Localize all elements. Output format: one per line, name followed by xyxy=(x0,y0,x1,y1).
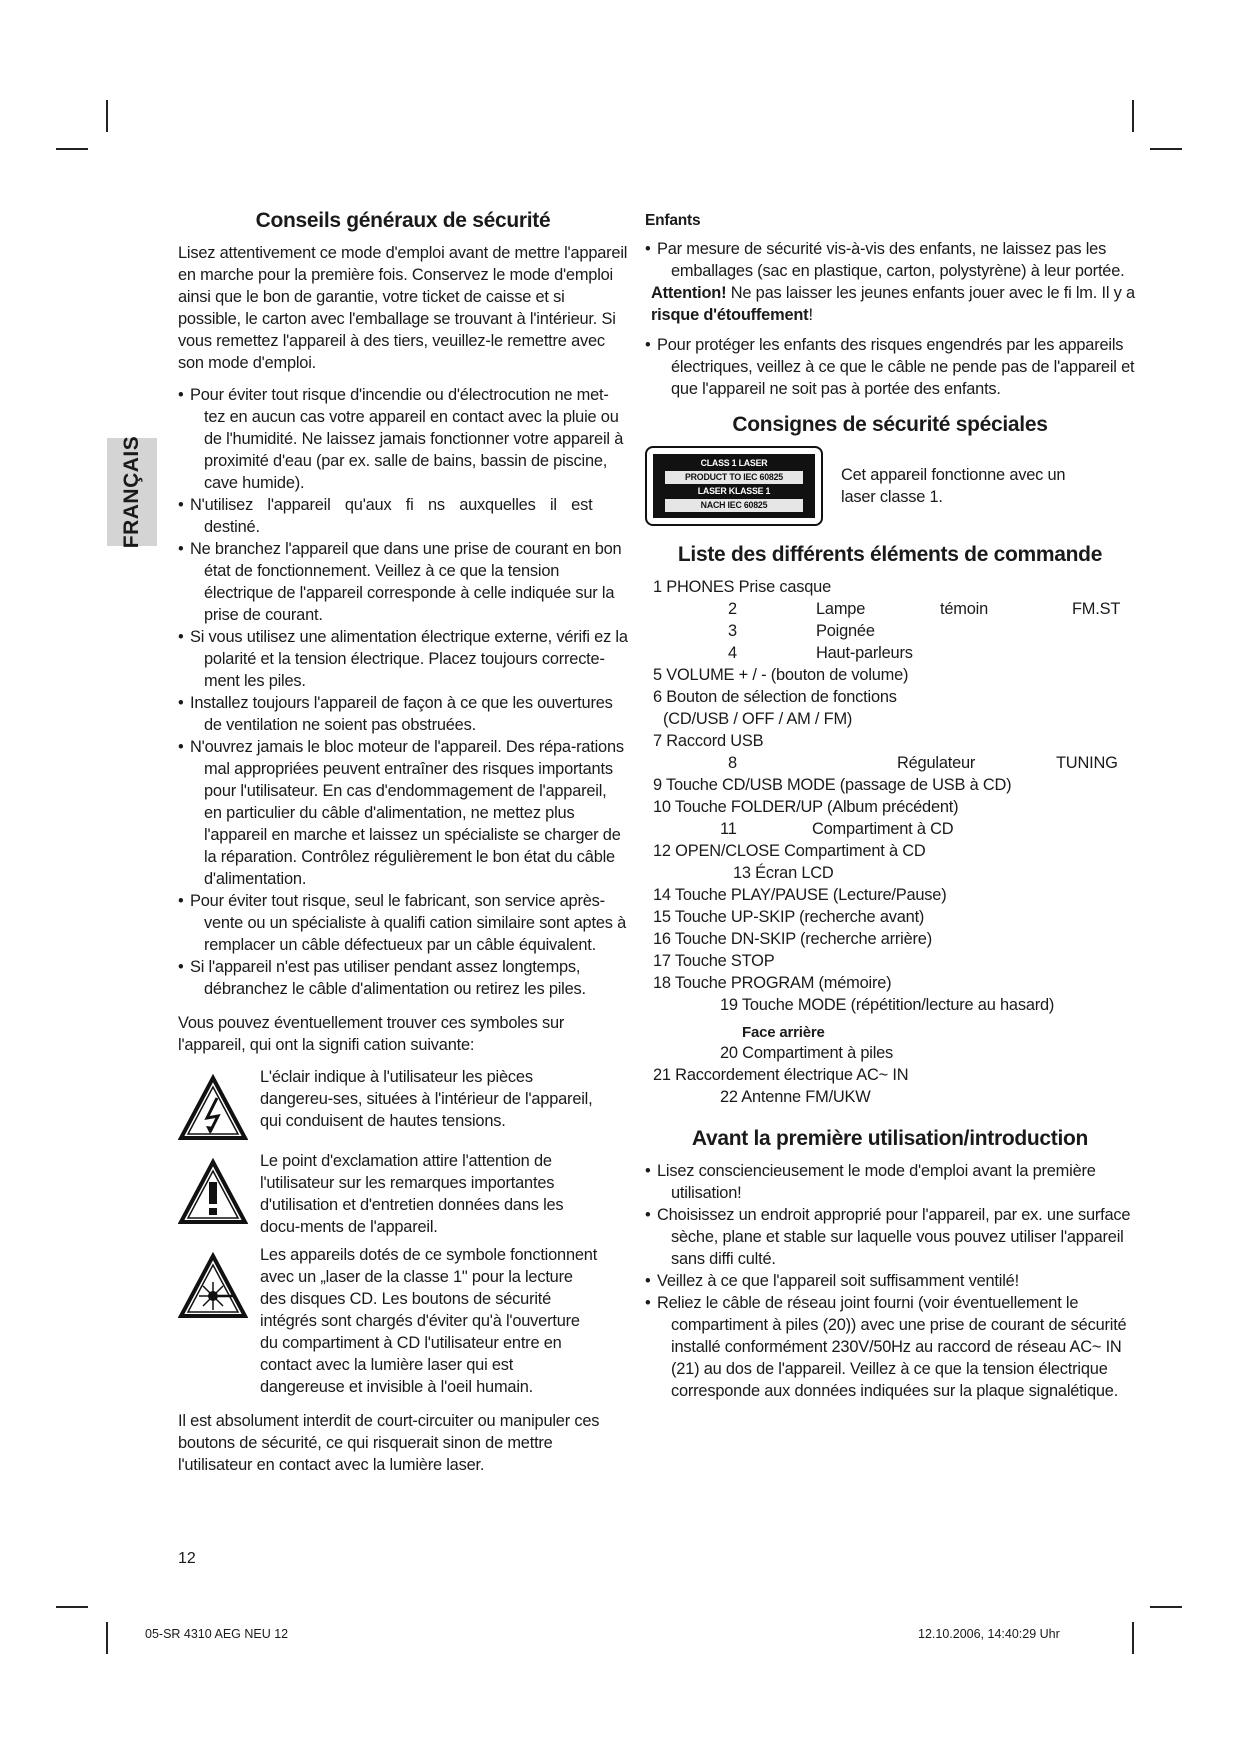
lightning-warning-icon xyxy=(178,1074,248,1144)
list-item: • Par mesure de sécurité vis-à-vis des enfants, ne laissez pas les emballages (sac en plastique, carton, polystyrène) à leur portée. xyxy=(645,238,1135,282)
first-use-list xyxy=(645,1160,1135,1402)
control-number: 11 xyxy=(720,820,737,838)
control-item: témoin xyxy=(940,600,988,618)
control-item: 13 Écran LCD xyxy=(733,864,834,882)
control-item: Poignée xyxy=(816,622,875,640)
list-item: • Pour éviter tout risque d'incendie ou d'électrocution ne met-tez en aucun cas votre appareil en contact avec la pluie ou de l'humidité. Ne laissez jamais fonctionner votre appareil à proximité d'eau (par ex. salle de bains, bassin de piscine, cave humide). xyxy=(178,384,628,494)
laser-warning-icon xyxy=(178,1252,248,1322)
language-tab-label: FRANÇAIS xyxy=(120,435,143,549)
controls-list xyxy=(645,576,1135,1108)
control-item: 21 Raccordement électrique AC~ IN xyxy=(653,1066,909,1084)
special-safety-title: Consignes de sécurité spéciales xyxy=(732,413,1048,436)
list-item: • Choisissez un endroit approprié pour l'appareil, par ex. une surface sèche, plane et stable sur laquelle vous pouvez utiliser l'appareil sans diffi culté. xyxy=(645,1204,1135,1270)
laser-label-line: PRODUCT TO IEC 60825 xyxy=(665,471,803,484)
control-item: 20 Compartiment à piles xyxy=(720,1044,894,1062)
list-item: • Pour éviter tout risque, seul le fabricant, son service après-vente ou un spécialiste à qualifi cation similaire sont aptes à remplacer un câble défectueux par un câble équivalent. xyxy=(178,890,628,956)
attention-end: ! xyxy=(808,306,813,324)
list-item: • Ne branchez l'appareil que dans une prise de courant en bon état de fonctionnement. Veillez à ce que la tension électrique de l'appareil corresponde à celle indiquée sur la prise de courant. xyxy=(178,538,628,626)
symbol-row xyxy=(178,1150,628,1238)
control-item: 19 Touche MODE (répétition/lecture au hasard) xyxy=(720,996,1055,1014)
left-column xyxy=(178,210,628,1476)
symbol-row xyxy=(178,1244,628,1398)
list-item: • Lisez consciencieusement le mode d'emploi avant la première utilisation! xyxy=(645,1160,1135,1204)
exclamation-description: Le point d'exclamation attire l'attention de l'utilisateur sur les remarques importantes d'utilisation et d'entretien données dans les docu-ments de l'appareil. xyxy=(260,1152,564,1236)
laser-label-line: CLASS 1 LASER xyxy=(700,458,768,468)
right-column xyxy=(645,210,1135,1402)
laser-label-line: LASER KLASSE 1 xyxy=(697,486,771,496)
laser-class-block xyxy=(645,446,1135,526)
general-safety-title: Conseils généraux de sécurité xyxy=(255,209,551,232)
list-item: • N'utilisez l'appareil qu'aux fi ns auxquelles il est destiné. xyxy=(178,494,628,538)
control-item: 7 Raccord USB xyxy=(653,732,764,750)
symbol-row xyxy=(178,1066,628,1144)
laser-class-label xyxy=(645,446,823,526)
control-item: 16 Touche DN-SKIP (recherche arrière) xyxy=(653,930,932,948)
control-item: 1 PHONES Prise casque xyxy=(653,578,831,596)
control-item: Lampe xyxy=(816,600,866,618)
control-number: 2 xyxy=(728,600,737,618)
page-number: 12 xyxy=(178,1550,196,1567)
children-list-2 xyxy=(645,334,1135,400)
control-item: FM.ST xyxy=(1072,600,1121,618)
control-item: Régulateur xyxy=(897,754,976,772)
children-title: Enfants xyxy=(645,212,701,229)
control-item: TUNING xyxy=(1056,754,1118,772)
control-item: 12 OPEN/CLOSE Compartiment à CD xyxy=(653,842,926,860)
control-item: 6 Bouton de sélection de fonctions xyxy=(653,688,897,706)
rear-panel-heading: Face arrière xyxy=(742,1024,825,1041)
first-use-title: Avant la première utilisation/introduction xyxy=(691,1127,1089,1150)
control-number: 4 xyxy=(728,644,737,662)
language-tab xyxy=(107,435,157,549)
laser-label-line: NACH IEC 60825 xyxy=(665,499,803,512)
exclamation-warning-icon xyxy=(178,1158,248,1228)
footer-right: 12.10.2006, 14:40:29 Uhr xyxy=(918,1627,1060,1641)
control-item: 14 Touche PLAY/PAUSE (Lecture/Pause) xyxy=(653,886,947,904)
attention-text: Ne pas laisser les jeunes enfants jouer avec le fi lm. Il y a xyxy=(726,284,1135,302)
attention-note xyxy=(645,282,1135,326)
control-item: 15 Touche UP-SKIP (recherche avant) xyxy=(653,908,925,926)
laser-description: Les appareils dotés de ce symbole fonctionnent avec un „laser de la classe 1" pour la lecture des disques CD. Les boutons de sécurité intégrés sont chargés d'éviter qu'à l'ouverture du compartiment à CD l'utilisateur entre en contact avec la lumière laser qui est dangereuse et invisible à l'oeil humain. xyxy=(260,1246,598,1396)
control-number: 3 xyxy=(728,622,737,640)
laser-class-text: Cet appareil fonctionne avec un laser classe 1. xyxy=(841,466,1066,506)
lightning-description: L'éclair indique à l'utilisateur les pièces dangereu-ses, situées à l'intérieur de l'appareil, qui conduisent de hautes tensions. xyxy=(260,1068,593,1130)
crop-mark xyxy=(106,1622,108,1654)
controls-title: Liste des différents éléments de commande xyxy=(677,543,1103,566)
attention-bold: risque d'étouffement xyxy=(651,306,809,324)
control-item: 17 Touche STOP xyxy=(653,952,775,970)
control-item: 18 Touche PROGRAM (mémoire) xyxy=(653,974,892,992)
control-number: 8 xyxy=(728,754,737,772)
list-item: • Pour protéger les enfants des risques engendrés par les appareils électriques, veillez à ce que le câble ne pende pas de l'appareil et que l'appareil ne soit pas à portée des enfants. xyxy=(645,334,1135,400)
crop-mark xyxy=(56,1606,88,1608)
control-item: 5 VOLUME + / - (bouton de volume) xyxy=(653,666,909,684)
closing-paragraph: Il est absolument interdit de court-circuiter ou manipuler ces boutons de sécurité, ce qui risquerait sinon de mettre l'utilisateur en contact avec la lumière laser. xyxy=(178,1412,600,1474)
intro-paragraph: Lisez attentivement ce mode d'emploi avant de mettre l'appareil en marche pour la première fois. Conservez le mode d'emploi ainsi que le bon de garantie, votre ticket de caisse et si possible, le carton avec l'emballage se trouvant à l'intérieur. Si vous remettez l'appareil à des tiers, veuillez-le remettre avec son mode d'emploi. xyxy=(178,244,628,372)
children-list xyxy=(645,238,1135,282)
control-item: Compartiment à CD xyxy=(812,820,954,838)
control-item: 10 Touche FOLDER/UP (Album précédent) xyxy=(653,798,959,816)
crop-mark xyxy=(1150,1606,1182,1608)
footer-left: 05-SR 4310 AEG NEU 12 xyxy=(145,1627,289,1641)
symbols-intro: Vous pouvez éventuellement trouver ces symboles sur l'appareil, qui ont la signifi cation suivante: xyxy=(178,1014,565,1054)
attention-label: Attention! xyxy=(651,284,727,302)
list-item: • N'ouvrez jamais le bloc moteur de l'appareil. Des répa-rations mal appropriées peuvent entraîner des risques importants pour l'utilisateur. En cas d'endommagement de l'appareil, en particulier du câble d'alimentation, ne mettez plus l'appareil en marche et laissez un spécialiste se charger de la réparation. Contrôlez régulièrement le bon état du câble d'alimentation. xyxy=(178,736,628,890)
crop-mark xyxy=(56,148,88,150)
list-item: • Veillez à ce que l'appareil soit suffisamment ventilé! xyxy=(645,1270,1135,1292)
control-item: 9 Touche CD/USB MODE (passage de USB à CD) xyxy=(653,776,1012,794)
control-item: (CD/USB / OFF / AM / FM) xyxy=(663,710,853,728)
control-item: Haut-parleurs xyxy=(816,644,913,662)
crop-mark xyxy=(1150,148,1182,150)
list-item: • Installez toujours l'appareil de façon à ce que les ouvertures de ventilation ne soient pas obstruées. xyxy=(178,692,628,736)
crop-mark xyxy=(106,100,108,132)
safety-bullet-list xyxy=(178,384,628,1000)
control-item: 22 Antenne FM/UKW xyxy=(720,1088,871,1106)
crop-mark xyxy=(1132,100,1134,132)
list-item: • Si l'appareil n'est pas utiliser pendant assez longtemps, débranchez le câble d'alimentation ou retirez les piles. xyxy=(178,956,628,1000)
crop-mark xyxy=(1132,1622,1134,1654)
list-item: • Reliez le câble de réseau joint fourni (voir éventuellement le compartiment à piles (20)) avec une prise de courant de sécurité installé conformément 230V/50Hz au raccord de réseau AC~ IN (21) au dos de l'appareil. Veillez à ce que la tension électrique corresponde aux données indiquées sur la plaque signalétique. xyxy=(645,1292,1135,1402)
list-item: • Si vous utilisez une alimentation électrique externe, vérifi ez la polarité et la tension électrique. Placez toujours correcte-ment les piles. xyxy=(178,626,628,692)
